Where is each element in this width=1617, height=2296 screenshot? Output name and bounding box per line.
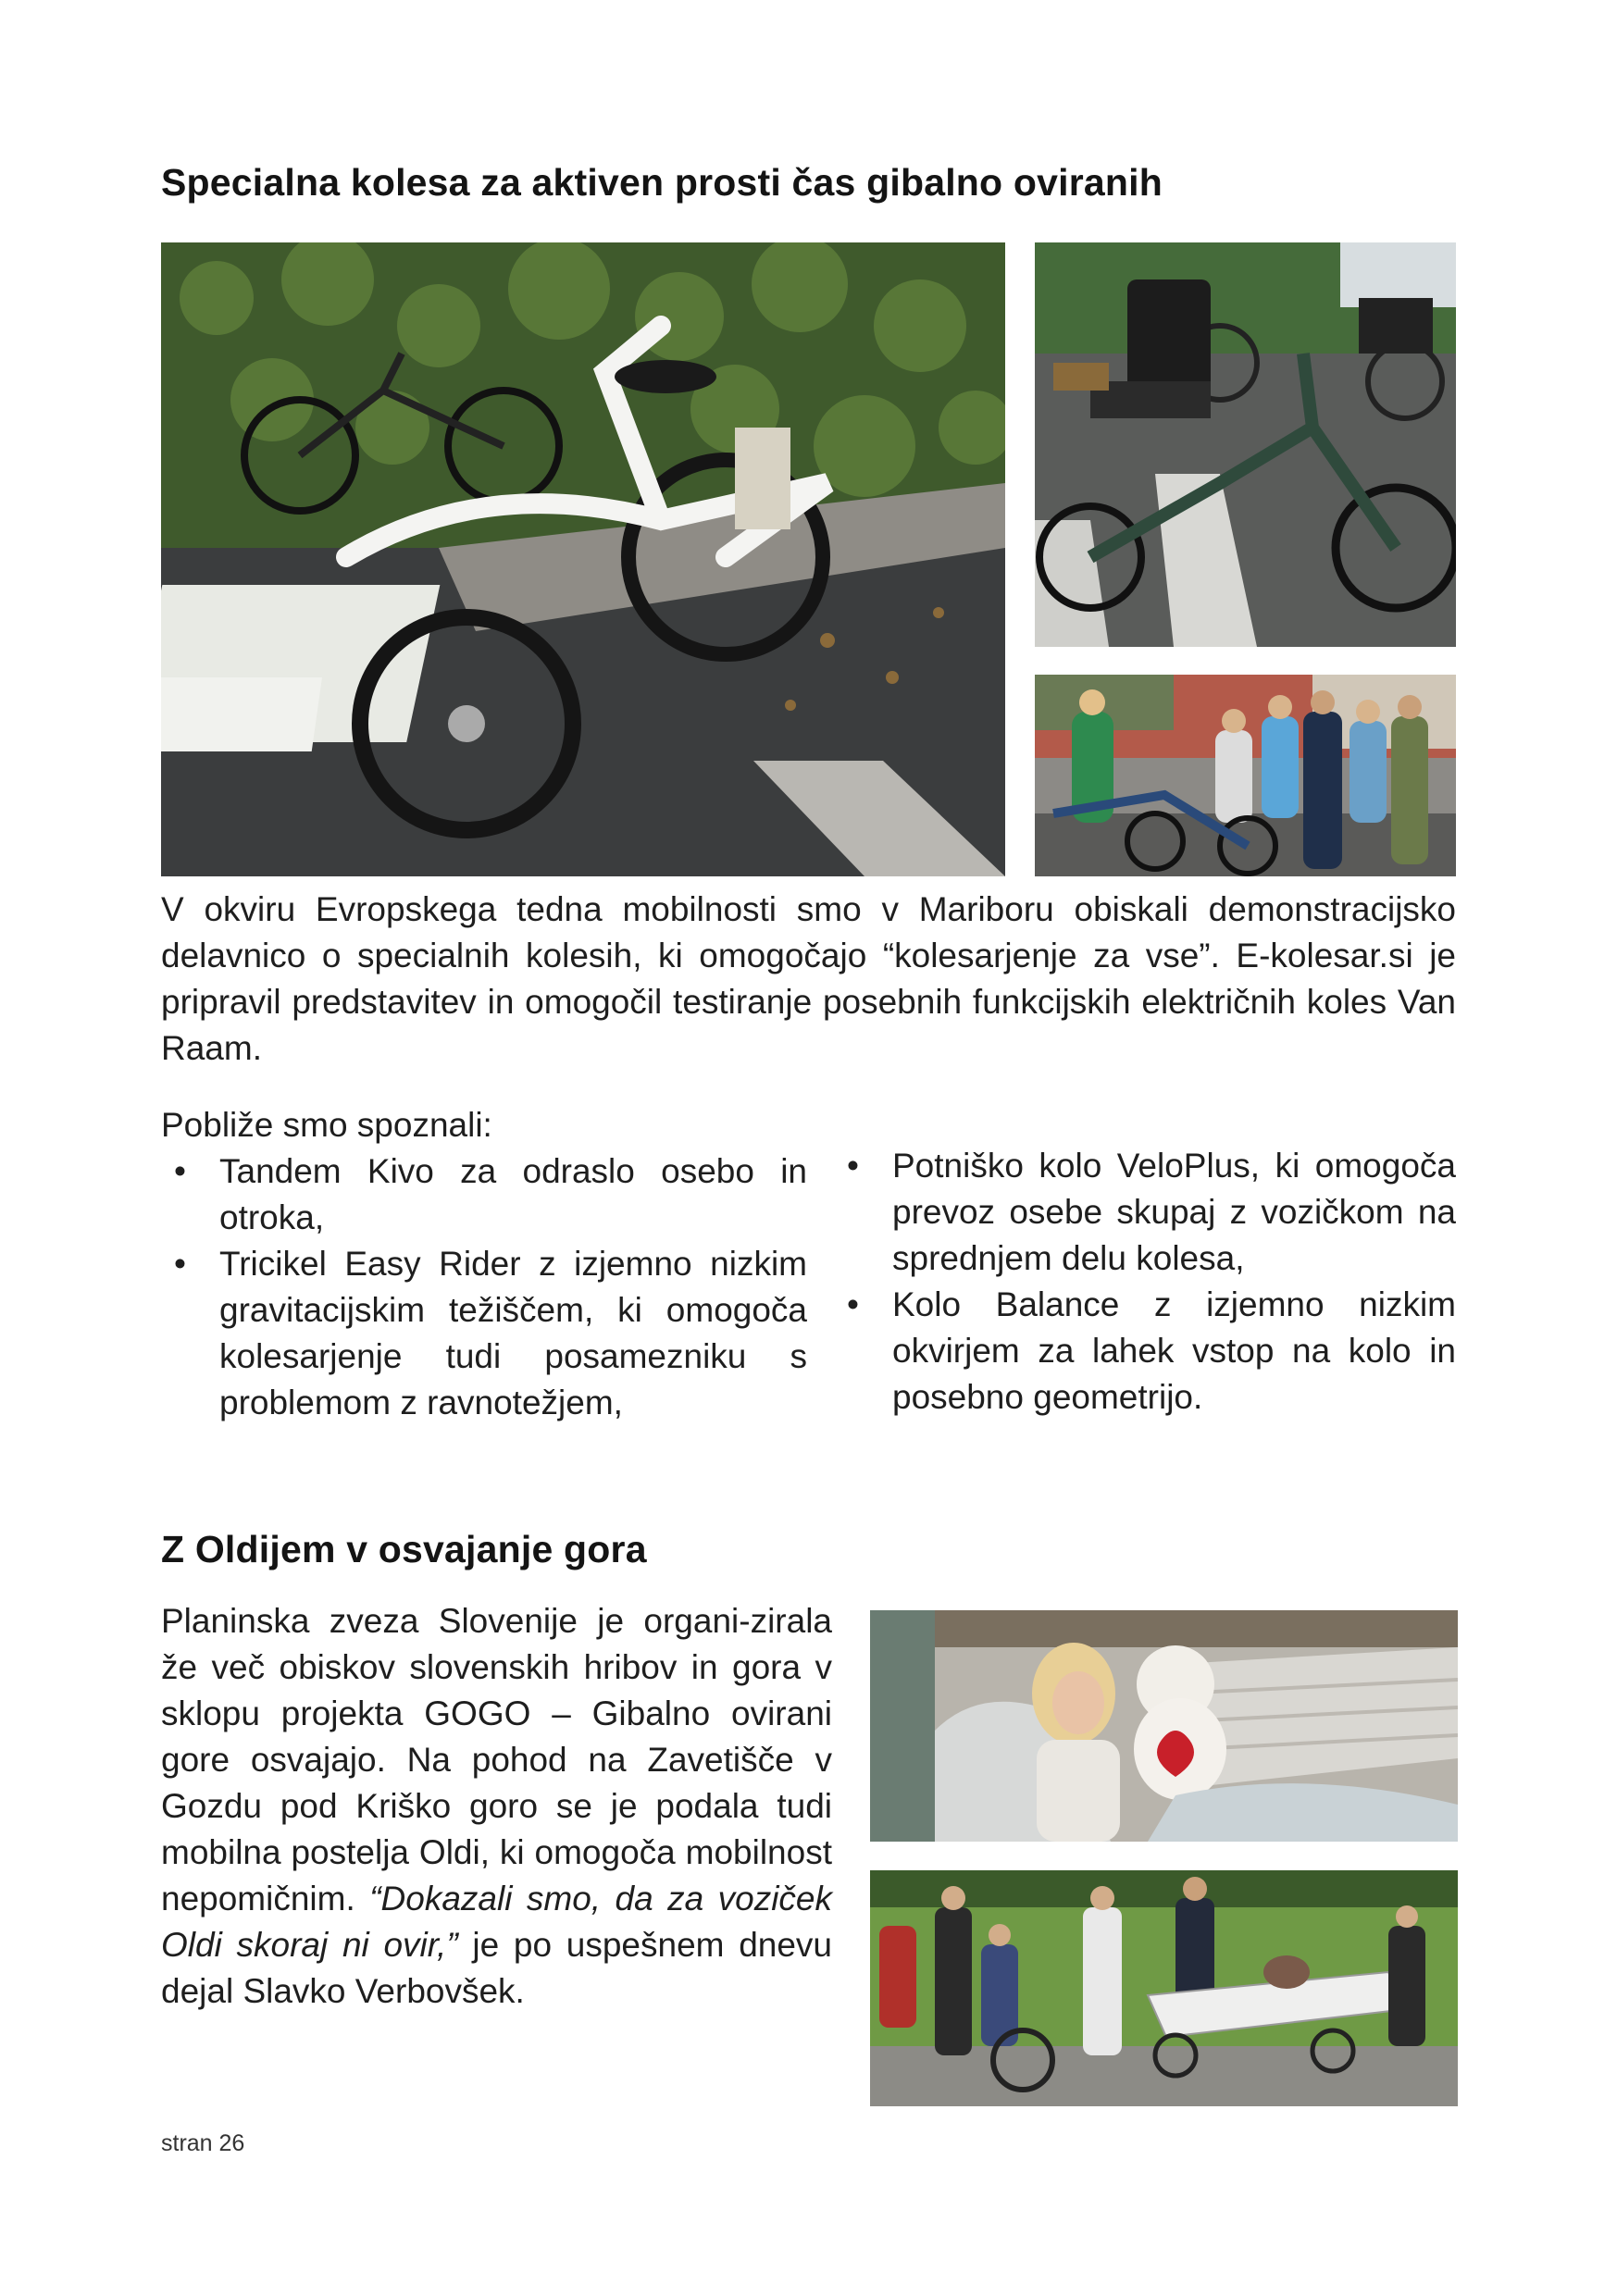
photo-oldi-bed-teddy — [870, 1610, 1458, 1842]
section-title-bikes: Specialna kolesa za aktiven prosti čas gibalno oviranih — [161, 161, 1163, 204]
list-intro: Pobliže smo spoznali: — [161, 1106, 492, 1144]
bike-list-left — [161, 1148, 807, 1426]
list-item: • Kolo Balance z izjemno nizkim okvirjem za lahek vstop na kolo in posebno geometrijo. — [834, 1282, 1456, 1421]
paragraph-text-end: je po uspešnem dnevu dejal Slavko Verbovšek. — [161, 1926, 833, 2010]
photo-easy-rider-tricycle — [1035, 242, 1456, 647]
page-number: stran 26 — [161, 2130, 245, 2156]
photo-wheelchair-bike — [161, 242, 1005, 876]
section-title-oldi: Z Oldijem v osvajanje gora — [161, 1528, 647, 1570]
photo-group-testing-bikes — [1035, 675, 1456, 876]
list-item: • Tricikel Easy Rider z izjemno nizkim gravitacijskim težiščem, ki omogoča kolesarjenje tudi posamezniku s problemom z ravnotežjem, — [161, 1241, 807, 1426]
section-paragraph-bikes: V okviru Evropskega tedna mobilnosti smo v Mariboru obiskali demonstracijsko delavnico o specialnih kolesih, ki omogočajo “kolesarjenje za vse”. E-kolesar.si je pripravil predstavitev in omogočil testiranje posebnih funkcijskih električnih koles Van Raam. — [161, 890, 1456, 1067]
paragraph-text: Planinska zveza Slovenije je organi-zirala že več obiskov slovenskih hribov in gora v sklopu projekta GOGO – Gibalno ovirani gore osvajajo. Na pohod na Zavetišče v Gozdu pod Kriško goro se je podala tudi mobilna postelja Oldi, ki omogoča mobilnost nepomičnim. — [161, 1602, 832, 1917]
photo-oldi-hike-meadow — [870, 1870, 1458, 2106]
list-item: • Potniško kolo VeloPlus, ki omogoča prevoz osebe skupaj z vozičkom na sprednjem delu kolesa, — [834, 1143, 1456, 1282]
bike-list-right — [834, 1143, 1456, 1421]
section-paragraph-oldi — [161, 1598, 832, 2015]
quote-text: “Dokazali smo, da za voziček Oldi skoraj ni ovir,” — [161, 1880, 832, 1964]
list-item: • Tandem Kivo za odraslo osebo in otroka, — [161, 1148, 807, 1241]
